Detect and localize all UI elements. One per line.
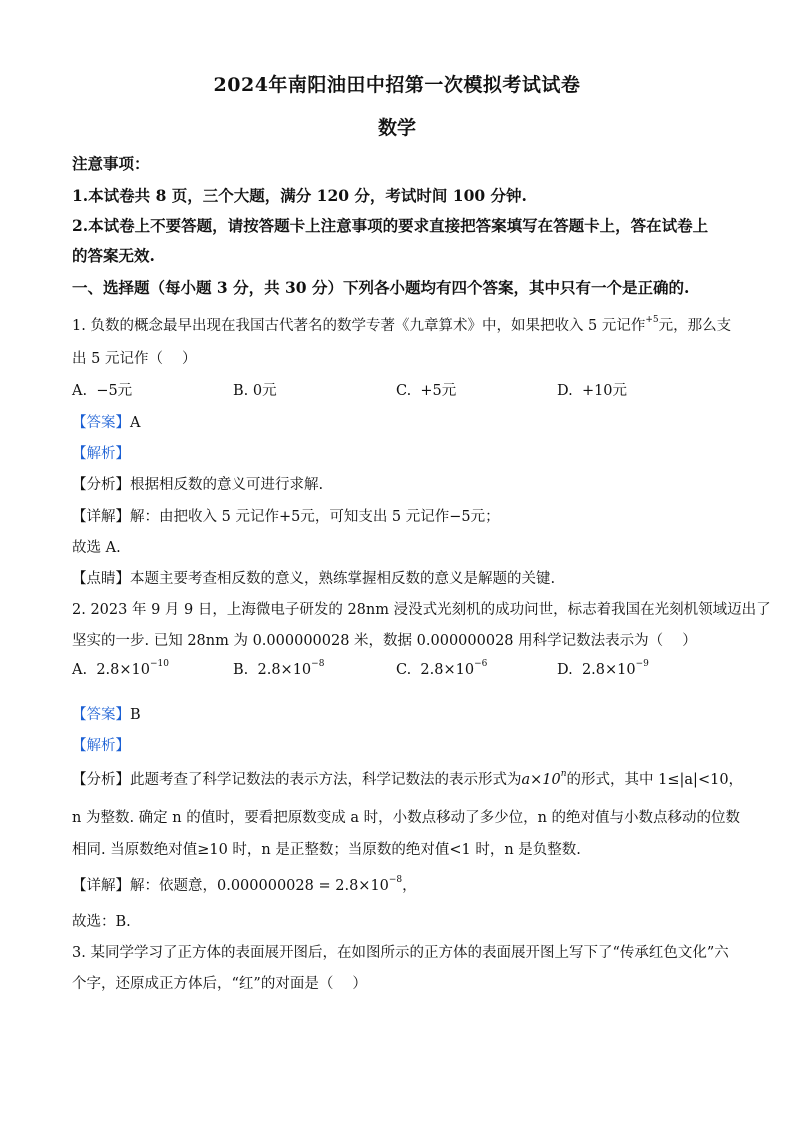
q1-conclusion: 故选 A. bbox=[72, 540, 121, 556]
notice-heading: 注意事项： bbox=[72, 154, 150, 173]
answer-tag: 【答案】 bbox=[72, 415, 130, 431]
q2-option-b: B. $2.8\times 10^{-8}$ bbox=[233, 659, 325, 678]
q2-conclusion: 故选：B. bbox=[72, 914, 131, 930]
q1-answer bbox=[72, 411, 724, 432]
q1-analysis-tag: 【解析】 bbox=[72, 446, 130, 462]
q1-stem-plus5: +5 bbox=[645, 315, 659, 326]
q2-option-c: C. $2.8\times 10^{-6}$ bbox=[396, 659, 488, 678]
q2-option-a: A. $2.8\times 10^{-10}$ bbox=[72, 659, 169, 678]
q1-xiangjie: 【详解】解：由把收入 5 元记作+5元，可知支出 5 元记作−5元； bbox=[72, 509, 500, 525]
notice-item-2-line-1: 2.本试卷上不要答题，请按答题卡上注意事项的要求直接把答案填写在答题卡上，答在试卷上 bbox=[72, 216, 709, 235]
q1-stem-text-a: 1. 负数的概念最早出现在我国古代著名的数学专著《九章算术》中，如果把收入 5 元记作 bbox=[72, 318, 646, 334]
notice-item-2-line-2: 的答案无效. bbox=[72, 246, 155, 265]
q2-stem-line-1: 2. 2023 年 9 月 9 日，上海微电子研发的 28nm 浸没式光刻机的成功问世，标志着我国在光刻机领域迈出了 bbox=[72, 602, 771, 618]
q2-option-d: D. $2.8\times 10^{-9}$ bbox=[557, 659, 649, 678]
q2-fenxi-line-3: 相同. 当原数绝对值≥10 时，n 是正整数；当原数的绝对值<1 时，n 是负整数. bbox=[72, 842, 581, 858]
q2-answer: 【答案】B bbox=[72, 707, 141, 723]
page-title: 2024年南阳油田中招第一次模拟考试试卷 bbox=[213, 74, 581, 96]
q2-stem-line-2: 坚实的一步. 已知 28nm 为 0.000000028 米，数据 0.000000028 用科学记数法表示为（ ） bbox=[72, 633, 697, 649]
q1-answer-value: A bbox=[130, 415, 141, 431]
q2-fenxi-line-1: 【分析】此题考查了科学记数法的表示方法，科学记数法的表示形式为$a\times 10^n$的形式，其中 1≤|a|<10， bbox=[72, 769, 744, 788]
q1-option-b: B. 0元 bbox=[233, 383, 277, 399]
q2-fenxi-line-2: n 为整数. 确定 n 的值时，要看把原数变成 a 时，小数点移动了多少位，n 的绝对值与小数点移动的位数 bbox=[72, 810, 741, 826]
q1-option-a: A. −5元 bbox=[72, 383, 133, 399]
q1-option-c: C. +5元 bbox=[396, 383, 457, 399]
section-1-heading: 一、选择题（每小题 3 分，共 30 分）下列各小题均有四个答案，其中只有一个是正确的. bbox=[72, 278, 690, 297]
q3-stem-line-2: 个字，还原成正方体后，“红”的对面是（ ） bbox=[72, 976, 367, 992]
q1-option-d: D. +10元 bbox=[557, 383, 628, 399]
q3-stem-line-1: 3. 某同学学习了正方体的表面展开图后，在如图所示的正方体的表面展开图上写下了“传承红色文化”六 bbox=[72, 945, 729, 961]
q1-stem-line-2: 出 5 元记作（ ） bbox=[72, 351, 197, 367]
q2-analysis-tag: 【解析】 bbox=[72, 738, 130, 754]
notice-item-1: 1.本试卷共 8 页，三个大题，满分 120 分，考试时间 100 分钟. bbox=[72, 186, 527, 205]
q2-xiangjie: 【详解】解：依题意，$0.000000028 = 2.8\times 10^{-8}$， bbox=[72, 875, 417, 894]
q1-stem-text-b: 元，那么支 bbox=[658, 318, 732, 334]
q1-fenxi: 【分析】根据相反数的意义可进行求解. bbox=[72, 477, 324, 493]
subject-title: 数学 bbox=[377, 117, 416, 139]
q1-stem-line-1 bbox=[72, 314, 732, 335]
q1-dianjing: 【点睛】本题主要考查相反数的意义，熟练掌握相反数的意义是解题的关键. bbox=[72, 571, 556, 587]
